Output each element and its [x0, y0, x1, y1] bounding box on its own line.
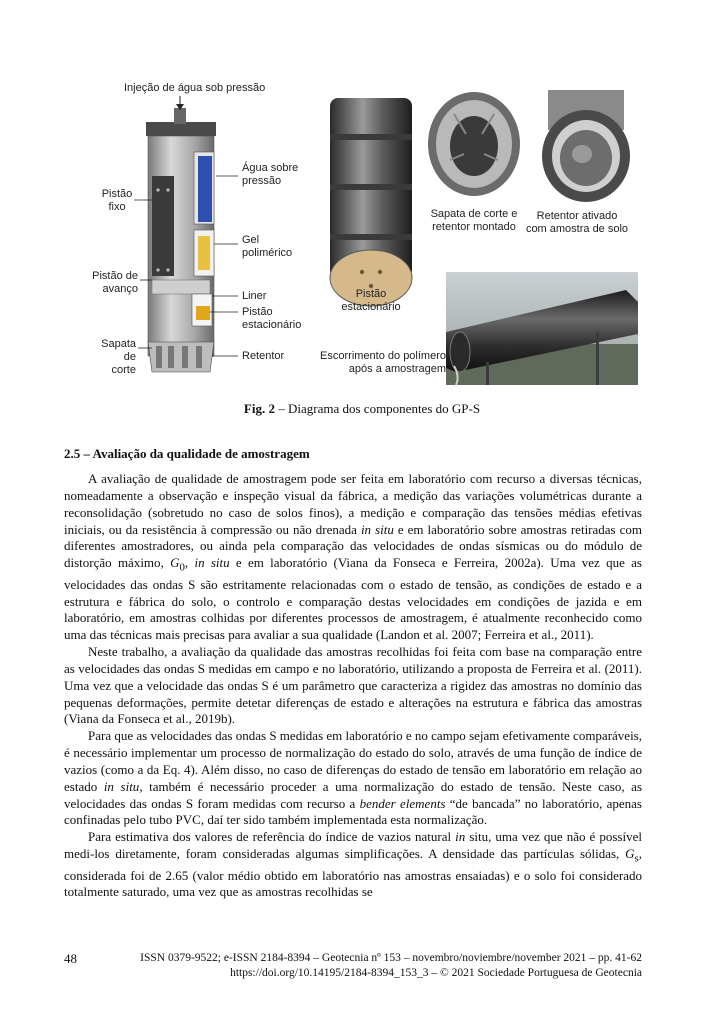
italic-term: in situ — [194, 555, 230, 571]
figure-caption-text: – Diagrama dos componentes do GP-S — [274, 401, 481, 416]
paragraph-text: , — [184, 555, 195, 571]
paragraph-text: “de bancada” no laboratório, apenas confinadas pelo tubo PVC, daí ter sido também implementada esta normalização. — [64, 795, 642, 828]
label-liner: Liner — [242, 290, 267, 302]
paragraph-text: situ, uma vez que não é possível medi-los diretamente, foram consideradas algumas simplificações. A densidade das partículas sólidas, — [64, 829, 642, 862]
fixed-piston-block — [152, 176, 174, 276]
paragraph-text: e em laboratório (Viana da Fonseca e Ferreira, 2002a). Uma vez que as velocidades das ondas S são estritamente relacionadas com o estado de tensão, as condições de estado e a estrutura e fábrica do solo, o controlo e comparação destas velocidades em condições de jazida e em laboratório, em amostras colhidas por diferentes processos de amostragem, é atualmente reconhecido como uma das técnicas mais precisas para avaliar a sua qualidade (Landon et al. 2007; Ferreira et al., 2011). — [64, 555, 642, 643]
label-advance-piston-line2: avanço — [102, 283, 138, 295]
symbol-g: G — [625, 846, 635, 862]
label-pressurized-water-line2: pressão — [242, 175, 282, 187]
photo-polymer-flow — [446, 272, 638, 385]
symbol-g: G — [170, 555, 180, 571]
paragraph: Neste trabalho, a avaliação da qualidade das amostras recolhidas foi feita com base na comparação entre as velocidades das ondas S medidas em campo e no laboratório, utilizando a proposta de Ferreira et al. (2011). Uma vez que a velocidade das ondas S é um parâmetro que caracteriza a rigidez das amostras no domínio das pequenas deformações, permite detetar diferenças de estado e alterações na estrutura e fábrica das amostras (Viana da Fonseca et al., 2019b). — [64, 644, 642, 727]
page-number: 48 — [64, 951, 77, 966]
figure-2 — [86, 80, 638, 385]
label-fixed-piston — [100, 188, 134, 214]
paragraph-text: Para que as velocidades das ondas S medidas em laboratório e no campo sejam efetivamente comparáveis, é necessário implementar um processo de normalização do estado do solo, através de uma função de índice de vazios (como a da Eq. 4). Além disso, no caso de diferenças do estado de tensão em laboratório em relação ao estado — [64, 728, 642, 794]
symbol-subscript: 0 — [179, 561, 185, 574]
label-photo-polymer-flow — [300, 350, 446, 376]
label-advance-piston — [86, 270, 138, 296]
paragraph-text: , também é necessário proceder a uma normalização do estado de tensão. Neste caso, as velocidades das ondas S foram medidas com recurso a — [64, 778, 642, 811]
photo-activated-retainer — [538, 84, 634, 206]
label-photo-activated-retainer — [516, 210, 638, 236]
label-retainer: Retentor — [242, 350, 285, 362]
paragraph-text: Para estimativa dos valores de referência do índice de vazios natural — [88, 829, 456, 845]
italic-term: in situ — [103, 778, 140, 794]
body-text — [64, 471, 642, 901]
label-photo-mounted-shoe-line1: Sapata de corte e — [430, 208, 518, 220]
label-polymer-gel-line2: polimérico — [242, 247, 293, 259]
label-cutting-shoe — [86, 338, 136, 377]
figure-caption — [0, 401, 724, 417]
paragraph — [64, 829, 642, 901]
label-advance-piston-line1: Pistão de — [92, 270, 138, 282]
paragraph — [64, 471, 642, 644]
label-photo-stationary-piston-line1: Pistão — [355, 288, 387, 300]
label-water-injection: Injeção de água sob pressão — [124, 82, 266, 94]
italic-term: bender elements — [359, 795, 446, 811]
paragraph — [64, 728, 642, 829]
photo-mounted-shoe — [424, 84, 524, 204]
symbol-subscript: s — [634, 852, 639, 865]
paragraph-text: e em laboratório sobre amostras retiradas com diferentes amostradores, ou ainda pela comparação das velocidades de ondas sísmicas ou do módulo de distorção máximo, — [64, 521, 642, 571]
label-stationary-piston-line2: estacionário — [242, 319, 302, 331]
label-fixed-piston-line2: fixo — [108, 201, 126, 213]
label-cutting-shoe-line2: corte — [111, 364, 136, 376]
italic-term: in situ — [360, 521, 394, 537]
photo-stationary-piston — [322, 94, 420, 314]
label-polymer-gel-line1: Gel — [242, 234, 260, 246]
footer-journal-info: ISSN 0379-9522; e-ISSN 2184-8394 – Geotecnia nº 153 – novembro/noviembre/november 2021 – pp. 41-62 — [140, 952, 642, 964]
label-photo-mounted-shoe-line2: retentor montado — [432, 221, 516, 233]
label-stationary-piston — [242, 306, 301, 332]
paragraph-text: , considerada foi de 2.65 (valor médio obtido em laboratório nas amostras ensaiadas) e o solo foi considerado totalmente saturado, uma vez que as amostras recolhidas se — [64, 846, 642, 900]
label-photo-activated-retainer-line1: Retentor ativado — [536, 210, 618, 222]
label-pressurized-water-line1: Água sobre — [242, 162, 299, 174]
footer-doi: https://doi.org/10.14195/2184-8394_153_3 – © 2021 Sociedade Portuguesa de Geotecnia — [230, 967, 642, 979]
label-polymer-gel — [242, 234, 292, 260]
label-fixed-piston-line1: Pistão — [101, 188, 133, 200]
label-photo-activated-retainer-line2: com amostra de solo — [525, 223, 629, 235]
italic-term: in — [455, 829, 466, 845]
label-photo-polymer-flow-line2: após a amostragem — [348, 363, 446, 375]
section-title: 2.5 – Avaliação da qualidade de amostragem — [64, 446, 310, 461]
gel-chamber — [198, 236, 210, 270]
label-photo-stationary-piston-line2: estacionário — [341, 301, 401, 313]
paragraph-text: A avaliação de qualidade de amostragem pode ser feita em laboratório com recurso a diversas técnicas, nomeadamente a observação e inspeção visual da fábrica, a medição das variações volumétricas durante a reconsolidação (sobretudo no caso de solos finos), a medição e comparação das tensões médias efetivas iniciais, ou da resistência à compressão ou não drenada — [64, 471, 642, 537]
stationary-piston-block — [196, 306, 210, 320]
figure-caption-number: Fig. 2 — [243, 401, 275, 416]
label-photo-stationary-piston — [336, 288, 406, 314]
top-cap — [146, 122, 216, 136]
label-photo-mounted-shoe — [416, 208, 532, 234]
label-cutting-shoe-line1: Sapata de — [101, 338, 136, 363]
label-photo-polymer-flow-line1: Escorrimento do polímero — [320, 350, 446, 362]
label-pressurized-water — [242, 162, 298, 188]
label-stationary-piston-line1: Pistão — [242, 306, 273, 318]
water-chamber — [198, 156, 212, 222]
